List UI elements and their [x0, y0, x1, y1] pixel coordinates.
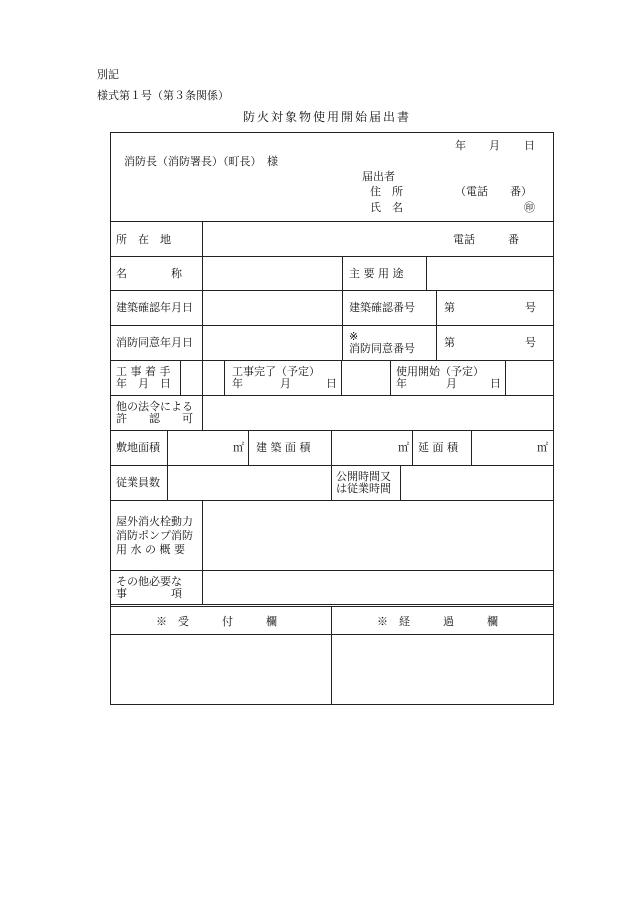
addressee: 消防長（消防署長）（町長） 様	[124, 155, 278, 168]
facility-name-label: 名 称	[116, 267, 182, 280]
hydrant-label-1: 屋外消火栓動力	[116, 515, 193, 528]
other-notes-label-2: 事 項	[116, 587, 182, 600]
construction-complete-year: 年	[232, 377, 243, 390]
notifier-phone-label: （電話 番）	[455, 185, 532, 198]
progress-column-header: ※ 経 過 欄	[377, 615, 498, 628]
other-law-label-1: 他の法令による	[116, 400, 193, 413]
construction-complete-label: 工事完了（予定）	[232, 365, 320, 378]
use-start-month: 月	[446, 377, 457, 390]
opening-hours-label-2: は従業時間	[336, 482, 391, 495]
document-title: 防火対象物使用開始届出書	[243, 110, 412, 124]
use-start-label: 使用開始（予定）	[396, 365, 484, 378]
location-label: 所 在 地	[116, 233, 171, 246]
other-notes-label-1: その他必要な	[116, 575, 182, 588]
building-confirm-no-label: 建築確認番号	[349, 301, 415, 314]
fire-consent-no-label: 消防同意番号	[349, 342, 415, 355]
floor-area-label: 延 面 積	[418, 441, 458, 454]
seal-mark: ㊞	[524, 201, 535, 214]
receipt-column-header: ※ 受 付 欄	[156, 615, 277, 628]
date-month: 月	[489, 139, 500, 152]
construction-start-label-2: 年 月 日	[116, 377, 171, 390]
other-law-label-2: 許 認 可	[116, 412, 193, 425]
hydrant-label-2: 消防ポンプ消防	[116, 529, 193, 542]
building-area-label: 建 築 面 積	[256, 441, 311, 454]
employees-label: 従業員数	[116, 476, 160, 489]
name-label: 氏 名	[370, 201, 403, 214]
fire-consent-go: 号	[525, 336, 536, 349]
fire-consent-date-label: 消防同意年月日	[116, 336, 193, 349]
construction-complete-month: 月	[280, 377, 291, 390]
fire-consent-mark: ※	[349, 330, 359, 343]
use-start-year: 年	[396, 377, 407, 390]
site-area-unit: ㎡	[233, 441, 244, 454]
floor-area-unit: ㎡	[537, 441, 548, 454]
building-confirm-date-label: 建築確認年月日	[116, 301, 193, 314]
main-use-label: 主 要 用 途	[349, 267, 404, 280]
location-phone: 電話 番	[453, 233, 519, 246]
fire-consent-dai: 第	[444, 336, 455, 349]
construction-start-label-1: 工 事 着 手	[116, 365, 171, 378]
site-area-label: 敷地面積	[116, 441, 160, 454]
use-start-day: 日	[490, 377, 501, 390]
hydrant-label-3: 用 水 の 概 要	[116, 543, 185, 556]
form-number: 様式第１号（第３条関係）	[97, 89, 229, 102]
building-confirm-go: 号	[525, 301, 536, 314]
notifier-label: 届出者	[362, 170, 395, 183]
construction-complete-day: 日	[326, 377, 337, 390]
address-label: 住 所	[370, 185, 403, 198]
building-area-unit: ㎡	[398, 441, 409, 454]
date-year: 年	[455, 139, 466, 152]
date-day: 日	[524, 139, 535, 152]
building-confirm-dai: 第	[444, 301, 455, 314]
annex-label: 別記	[97, 68, 119, 81]
opening-hours-label-1: 公開時間又	[336, 470, 391, 483]
